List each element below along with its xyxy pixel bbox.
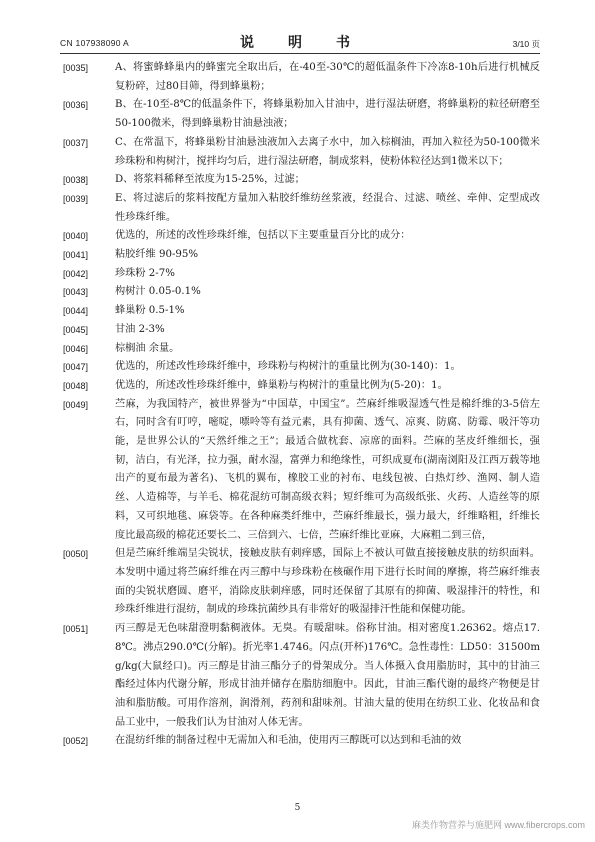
paragraph-number: [0046] [63, 343, 89, 354]
header-rule [60, 53, 540, 54]
paragraph-number: [0040] [63, 231, 89, 242]
paragraph-text: 构树汁 0.05-0.1% [115, 286, 201, 298]
paragraph-text: 苎麻，为我国特产，被世界誉为“中国草，中国宝”。苎麻纤维吸湿透气性是棉纤维的3-5倍左右，同时含有叮哼，嘧啶，嘌呤等有益元素，具有抑菌、透气、凉爽、防腐、防霉、吸汗等功能，是世界公认的“天然纤维之王”；最适合做枕套、凉席的面料。苎麻的茎皮纤维细长，强韧，洁白，有光泽，拉力强，耐水湿，富弹力和绝缘性，可织成夏布(湖南浏阳及江西万载等地出产的夏布最为著名)、飞机的翼布，橡胶工业的衬布、电线包被、白热灯纱、渔网、制人造丝、人造棉等，与羊毛、棉花混纺可制高级衣料；短纤维可为高级纸张、火药、人造丝等的原料，又可织地毯、麻袋等。在各种麻类纤维中，苎麻纤维最长，强力最大，纤维略粗，纤维长度比最高级的棉花还要长二、三倍到六、七倍，苎麻纤维比亚麻，大麻粗二到三倍， [115, 398, 540, 541]
paragraph-text: C、在常温下，将蜂巢粉甘油悬浊液加入去离子水中，加入棕榈油，再加入粒径为50-100微米珍珠粉和构树汁，搅拌均匀后，进行湿法研磨，制成浆料，使粉体粒径达到1微米以下； [115, 136, 540, 167]
paragraph-number: [0037] [63, 137, 89, 148]
paragraph-number: [0042] [63, 268, 89, 279]
paragraph-number: [0039] [63, 193, 89, 204]
paragraph-number: [0038] [63, 175, 89, 186]
paragraph-text: 在混纺纤维的制备过程中无需加入和毛油，使用丙三醇既可以达到和毛油的效 [115, 735, 462, 747]
paragraph-text: E、将过滤后的浆料按配方量加入粘胶纤维纺丝浆液，经混合、过滤、喷丝、牵伸、定型成改性珍珠纤维。 [115, 192, 540, 223]
page-indicator: 3/10 页 [512, 39, 540, 49]
paragraph [63, 358, 540, 377]
document-title: 说 明 书 [240, 35, 360, 51]
paragraph [63, 340, 540, 359]
paragraph [63, 190, 540, 227]
page-number: 5 [294, 803, 301, 813]
paragraph-number: [0044] [63, 306, 89, 317]
paragraph [63, 96, 540, 133]
paragraph [63, 396, 540, 546]
paragraph-text: 棕榈油 余量。 [115, 342, 180, 354]
paragraph-text: 优选的，所述改性珍珠纤维中，蜂巢粉与构树汁的重量比例为(5-20)：1。 [115, 379, 448, 391]
paragraph-text: 丙三醇是无色味甜澄明黏稠液体。无臭。有暖甜味。俗称甘油。相对密度1.26362。熔点17.8℃。沸点290.0℃(分解)。折光率1.4746。闪点(开杯)176℃。急性毒性：LD50：31500mg/kg(大鼠经口)。丙三醇是甘油三酯分子的骨架成分。当人体摄入食用脂肪时，其中的甘油三酯经过体内代谢分解，形成甘油并储存在脂肪细胞中。因此，甘油三酯代谢的最终产物便是甘油和脂肪酸。可用作溶剂，润滑剂，药剂和甜味剂。甘油大量的使用在纺织工业、化妆品和食品工业中，一般我们认为甘油对人体无害。 [115, 623, 540, 728]
paragraph [63, 321, 540, 340]
paragraph-text: B、在-10至-8℃的低温条件下，将蜂巢粉加入甘油中，进行湿法研磨，将蜂巢粉的粒径研磨至50-100微米，得到蜂巢粉甘油悬浊液； [115, 99, 540, 130]
paragraph [63, 171, 540, 190]
paragraph-text: 蜂巢粉 0.5-1% [115, 305, 185, 317]
paragraph [63, 227, 540, 246]
paragraph-text: 珍珠粉 2-7% [115, 267, 175, 279]
paragraph-number: [0052] [63, 736, 89, 747]
paragraph-number: [0043] [63, 287, 89, 298]
document-body [63, 59, 540, 751]
paragraph-text: 优选的，所述改性珍珠纤维中，珍珠粉与构树汁的重量比例为(30-140)：1。 [115, 361, 461, 373]
paragraph [63, 732, 540, 751]
paragraph-number: [0051] [63, 624, 89, 635]
paragraph [63, 246, 540, 265]
paragraph [63, 134, 540, 171]
paragraph [63, 283, 540, 302]
paragraph-number: [0036] [63, 100, 89, 111]
paragraph-text: A、将蜜蜂蜂巢内的蜂蜜完全取出后，在-40至-30℃的超低温条件下冷冻8-10h后进行机械反复粉碎，过80目筛，得到蜂巢粉； [115, 62, 540, 92]
paragraph-text: 粘胶纤维 90-95% [115, 249, 199, 261]
patent-number: CN 107938090 A [60, 38, 129, 48]
paragraph [63, 545, 540, 620]
page-header [60, 30, 540, 52]
paragraph-text: 甘油 2-3% [115, 323, 165, 335]
paragraph-number: [0035] [63, 63, 89, 73]
paragraph-number: [0045] [63, 324, 89, 335]
paragraph [63, 302, 540, 321]
paragraph-number: [0049] [63, 399, 89, 410]
paragraph [63, 265, 540, 284]
paragraph-number: [0048] [63, 380, 89, 391]
paragraph-number: [0041] [63, 250, 89, 261]
paragraph [63, 377, 540, 396]
paragraph-number: [0047] [63, 362, 89, 373]
paragraph-number: [0050] [63, 549, 89, 560]
paragraph [63, 59, 540, 96]
paragraph-text: 但是苎麻纤维端呈尖锐状，接触皮肤有刺痒感，国际上不被认可做直接接触皮肤的纺织面料。本发明中通过将苎麻纤维在丙三醇中与珍珠粉在核碾作用下进行长时间的摩擦，将苎麻纤维表面的尖锐状磨圆、磨平，消除皮肤刺痒感，同时还保留了其原有的抑菌、吸湿排汗的特性，和珍珠纤维进行混纺，制成的珍珠抗菌纱具有非常好的吸湿排汗性能和保健功能。 [115, 548, 540, 616]
watermark-text: 麻类作物营养与施肥网 www.fibercrops.com [411, 820, 585, 830]
paragraph-text: D、将浆料稀释至浓度为15-25%，过滤； [115, 174, 305, 186]
paragraph-text: 优选的，所述的改性珍珠纤维，包括以下主要重量百分比的成分： [115, 230, 411, 242]
paragraph [63, 620, 540, 732]
